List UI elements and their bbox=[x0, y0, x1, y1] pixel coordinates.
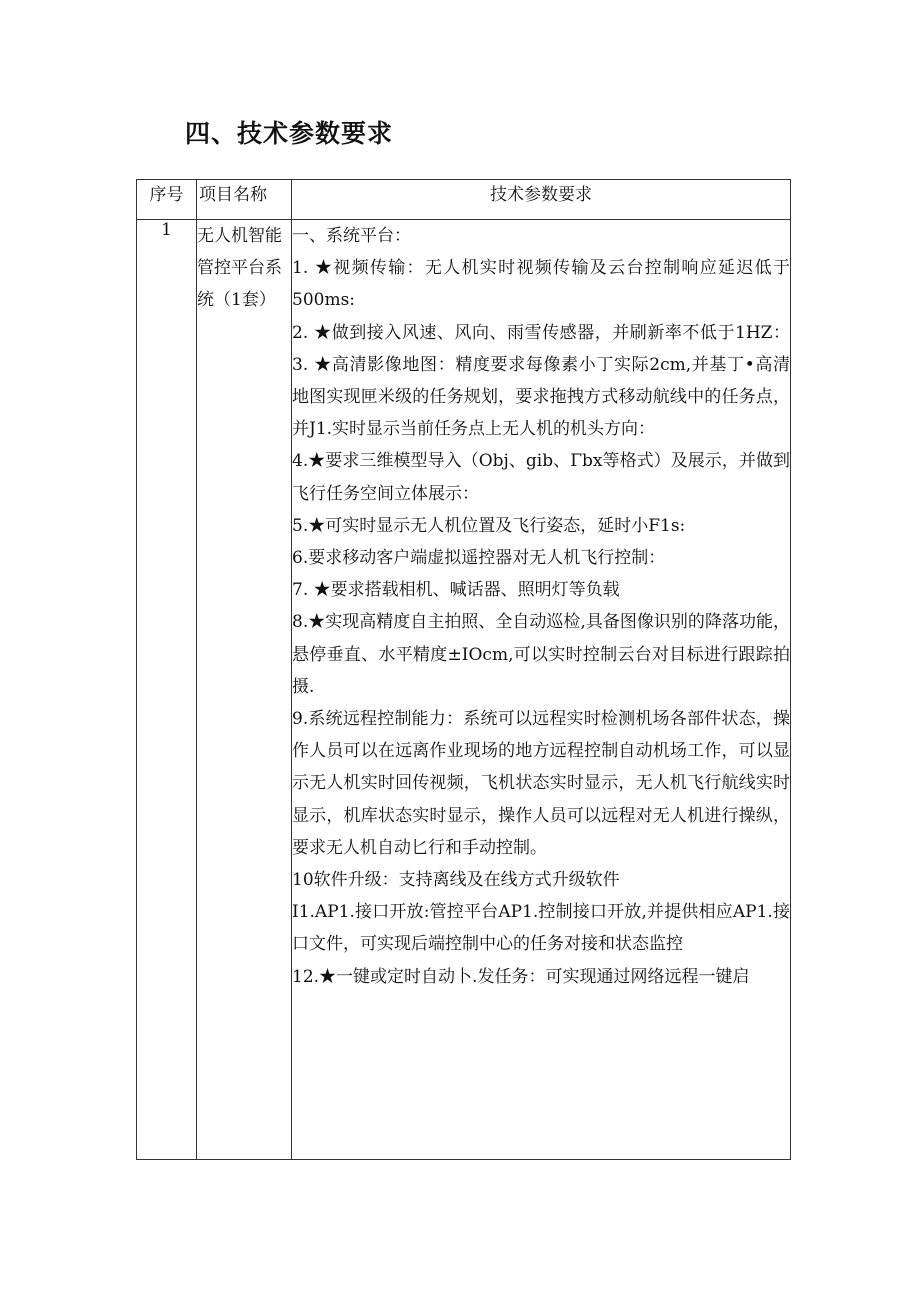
header-project-name: 项目名称 bbox=[197, 180, 292, 220]
requirement-item: 一、系统平台： bbox=[292, 226, 411, 246]
requirement-item: I1.AP1.接口开放:管控平台AP1.控制接口开放,并提供相应AP1.接口文件，可实现后端控制中心的任务对接和状态监控 bbox=[292, 902, 790, 955]
spec-table bbox=[136, 179, 791, 1160]
requirement-item: 1. ★视频传输：无人机实时视频传输及云台控制响应延迟低于500ms: bbox=[292, 258, 790, 311]
row-requirements bbox=[292, 220, 791, 1160]
section-heading: 四、技术参数要求 bbox=[185, 119, 394, 148]
header-seq: 序号 bbox=[137, 180, 197, 220]
requirement-item: 9.系统远程控制能力：系统可以远程实时检测机场各部件状态，操作人员可以在远离作业现场的地方远程控制自动机场工作，可以显示无人机实时回传视频，飞机状态实时显示，无人机飞行航线实时显示，机库状态实时显示，操作人员可以远程对无人机进行操纵，要求无人机自动匕行和手动控制。 bbox=[292, 709, 790, 858]
requirement-item: 8.★实现高精度自主拍照、全自动巡检,具备图像识别的降落功能，悬停垂直、水平精度±IOcm,可以实时控制云台对目标进行跟踪拍摄. bbox=[292, 612, 790, 697]
requirement-item: 4.★要求三维模型导入（Obj、gib、Γbx等格式）及展示，并做到飞行任务空间立体展示： bbox=[292, 451, 790, 504]
table-header-row bbox=[137, 180, 791, 220]
requirement-item: 10软件升级：支持离线及在线方式升级软件 bbox=[292, 870, 620, 891]
row-seq: 1 bbox=[137, 220, 197, 1160]
requirement-item: 12.★一键或定时自动卜.发任务：可实现通过网络远程一键启 bbox=[292, 966, 750, 987]
requirement-item: 2. ★做到接入风速、风向、雨雪传感器，并刷新率不低于1HZ：3. ★高清影像地图：精度要求每像素小丁实际2cm,并基丁•高清地图实现匣米级的任务规划，要求拖拽方式移动航线中的任务点，并J1.实时显示当前任务点上无人机的机头方向： bbox=[292, 322, 790, 440]
requirement-item: 6.要求移动客户端虚拟遥控器对无人机飞行控制： bbox=[292, 548, 666, 569]
requirement-item: 5.★可实时显示无人机位置及飞行姿态，延时小F1s: bbox=[292, 515, 686, 536]
requirement-item: 7. ★要求搭载相机、喊话器、照明灯等负载 bbox=[292, 580, 620, 601]
header-requirements: 技术参数要求 bbox=[292, 180, 791, 220]
table-row bbox=[137, 220, 791, 1160]
row-project-name: 无人机智能管控平台系统（1套） bbox=[197, 220, 292, 1160]
